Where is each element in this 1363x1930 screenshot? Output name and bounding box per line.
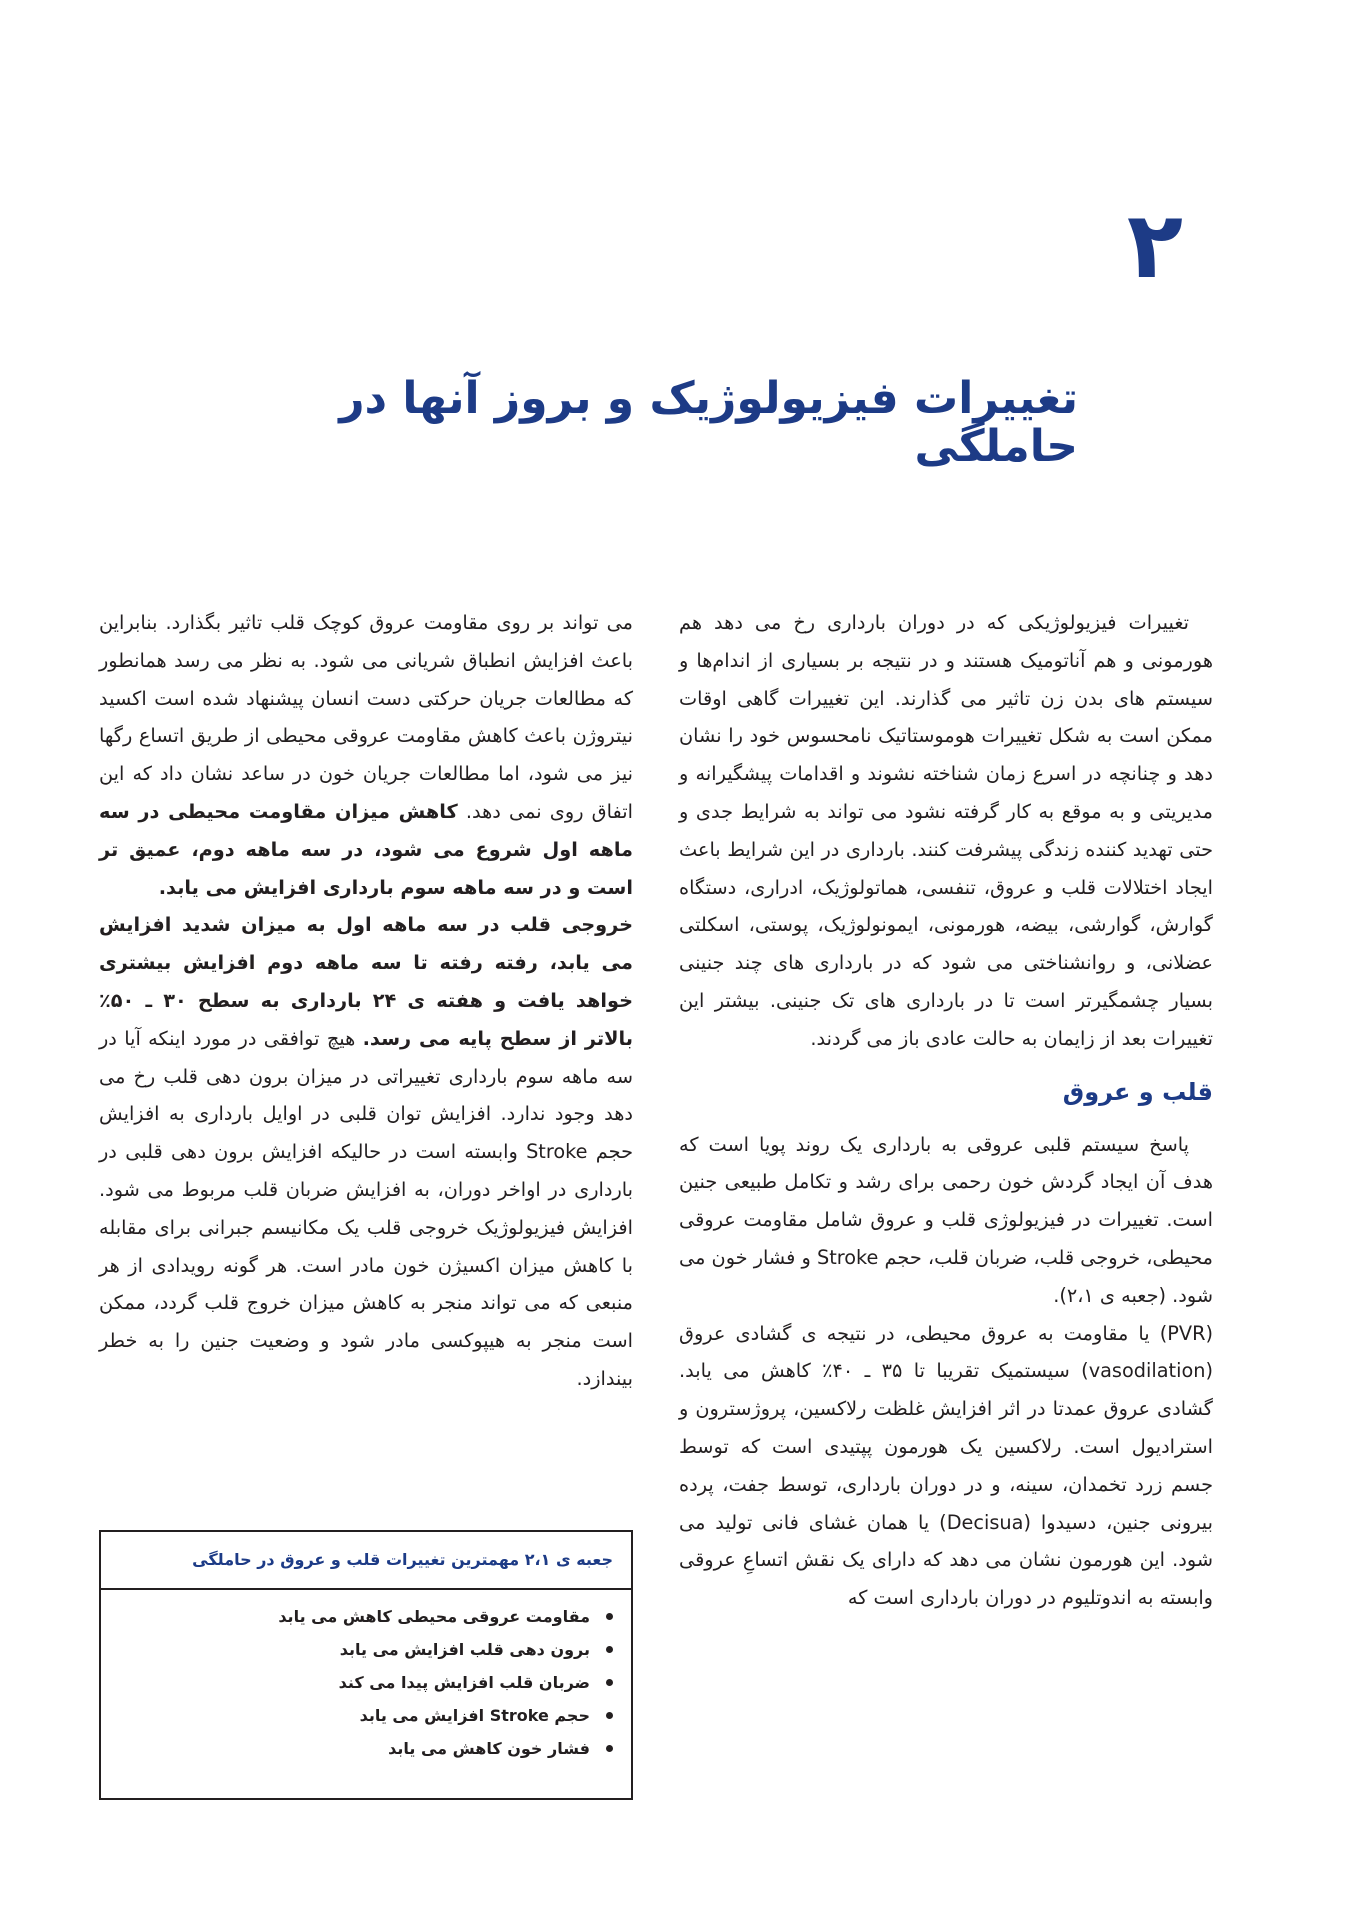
info-box-item-text: برون دهی قلب افزایش می یابد bbox=[339, 1640, 590, 1659]
left-paragraph-2-text: هیچ توافقی در مورد اینکه آیا در سه ماهه سوم بارداری تغییراتی در میزان برون دهی قلب رخ می دهد وجود ندارد. افزایش توان قلبی در اوایل بارداری به افزایش حجم Stroke وابسته است در حالیکه افزایش برون دهی قلبی در بارداری در اواخر دوران، به افزایش ضربان قلب مربوط می شود. افزایش فیزیولوژیک خروجی قلب یک مکانیسم جبرانی برای مقابله با کاهش میزان اکسیژن خون مادر است. هر گونه رویدادی از هر منبعی که می تواند منجر به کاهش میزان خروج قلب گردد، ممکن است منجر به هیپوکسی مادر شود و وضعیت جنین را به خطر بیندازد. bbox=[99, 1026, 634, 1390]
cardio-paragraph-1: پاسخ سیستم قلبی عروقی به بارداری یک روند پویا است که هدف آن ایجاد گردش خون رحمی برای رشد و تکامل طبیعی جنین است. تغییرات در فیزیولوژی قلب و عروق شامل مقاومت عروقی محیطی، خروجی قلب، ضربان قلب، حجم Stroke و فشار خون می شود. (جعبه ی ۲،۱). bbox=[679, 1132, 1213, 1307]
bullet-icon bbox=[606, 1646, 613, 1653]
left-paragraph-1-text: می تواند بر روی مقاومت عروق کوچک قلب تاثیر بگذارد. بنابراین باعث افزایش انطباق شریانی می شود. به نظر می رسد همانطور که مطالعات جریان حرکتی دست انسان پیشنهاد شده است اکسید نیتروژن باعث کاهش مقاومت عروقی محیطی از طریق اتساع رگها نیز می شود، اما مطالعات جریان خون در ساعد نشان داد که این اتفاق روی نمی دهد. bbox=[99, 611, 633, 823]
left-column bbox=[99, 604, 633, 1398]
info-box-item-text: فشار خون کاهش می یابد bbox=[388, 1739, 590, 1758]
info-box-item-text: حجم Stroke افزایش می یابد bbox=[359, 1706, 590, 1725]
bullet-icon bbox=[606, 1712, 613, 1719]
info-box bbox=[99, 1530, 633, 1800]
left-paragraph-1 bbox=[99, 604, 633, 906]
info-box-item bbox=[111, 1699, 613, 1732]
bullet-icon bbox=[606, 1679, 613, 1686]
bullet-icon bbox=[606, 1745, 613, 1752]
info-box-item-text: ضربان قلب افزایش پیدا می کند bbox=[338, 1673, 590, 1692]
info-box-item bbox=[111, 1633, 613, 1666]
info-box-item bbox=[111, 1600, 613, 1633]
left-paragraph-2-bold: خروجی قلب در سه ماهه اول به میزان شدید افزایش می یابد، رفته رفته تا سه ماهه دوم افزایش بیشتری خواهد یافت و هفته ی ۲۴ بارداری به سطح ۳۰ ـ ۵۰٪ بالاتر از سطح پایه می رسد. bbox=[99, 913, 633, 1050]
cardio-paragraph-2: (PVR) یا مقاومت به عروق محیطی، در نتیجه ی گشادی عروق (vasodilation) سیستمیک تقریبا تا ۳۵ ـ ۴۰٪ کاهش می یابد. گشادی عروق عمدتا در اثر افزایش غلظت رلاکسین، پروژسترون و استرادیول است. رلاکسین یک هورمون پپتیدی است که توسط جسم زرد تخمدان، سینه، و در دوران بارداری، توسط جفت، پرده بیرونی جنین، دسیدوا (Decisua) یا همان غشای فانی تولید می شود. این هورمون نشان می دهد که دارای یک نقش اتساعِ عروقی وابسته به اندوتلیوم در دوران بارداری است که bbox=[679, 1321, 1213, 1610]
info-box-item bbox=[111, 1666, 613, 1699]
bullet-icon bbox=[606, 1613, 613, 1620]
section-heading-cardiovascular: قلب و عروق bbox=[1062, 1077, 1213, 1106]
info-box-item bbox=[111, 1732, 613, 1765]
chapter-number: ۲ bbox=[1126, 192, 1183, 299]
chapter-title: تغییرات فیزیولوژیک و بروز آنها در حاملگی bbox=[339, 373, 1078, 473]
right-column bbox=[679, 604, 1213, 1617]
info-box-item-text: مقاومت عروقی محیطی کاهش می یابد bbox=[278, 1607, 590, 1626]
left-paragraph-1-bold: کاهش میزان مقاومت محیطی در سه ماهه اول شروع می شود، در سه ماهه دوم، عمیق تر است و در سه ماهه سوم بارداری افزایش می یابد. bbox=[99, 799, 633, 899]
intro-paragraph: تغییرات فیزیولوژیکی که در دوران بارداری رخ می دهد هم هورمونی و هم آناتومیک هستند و در نتیجه بر بسیاری از اندام‌ها و سیستم های بدن زن تاثیر می گذارند. این تغییرات گاهی اوقات ممکن است به شکل تغییرات هوموستاتیک نامحسوس خود را نشان دهد و چنانچه در اسرع زمان شناخته نشوند و اقدامات پیشگیرانه و مدیریتی و به موقع به کار گرفته نشود می تواند به شرایط جدی و حتی تهدید کننده زندگی پیشرفت کنند. بارداری در این شرایط باعث ایجاد اختلالات قلب و عروق، تنفسی، هماتولوژیک، ادراری، دستگاه گوارش، گوارشی، بیضه، هورمونی، ایمونولوژیک، پوستی، اسکلتی عضلانی، و روانشناختی می شود که در بارداری های چند جنینی بسیار چشمگیرتر است تا در بارداری های تک جنینی. بیشتر این تغییرات بعد از زایمان به حالت عادی باز می گردند. bbox=[679, 611, 1213, 1050]
info-box-title: جعبه ی ۲،۱ مهمترین تغییرات قلب و عروق در حاملگی bbox=[101, 1532, 631, 1590]
left-paragraph-2 bbox=[99, 906, 633, 1397]
info-box-list bbox=[101, 1590, 631, 1765]
